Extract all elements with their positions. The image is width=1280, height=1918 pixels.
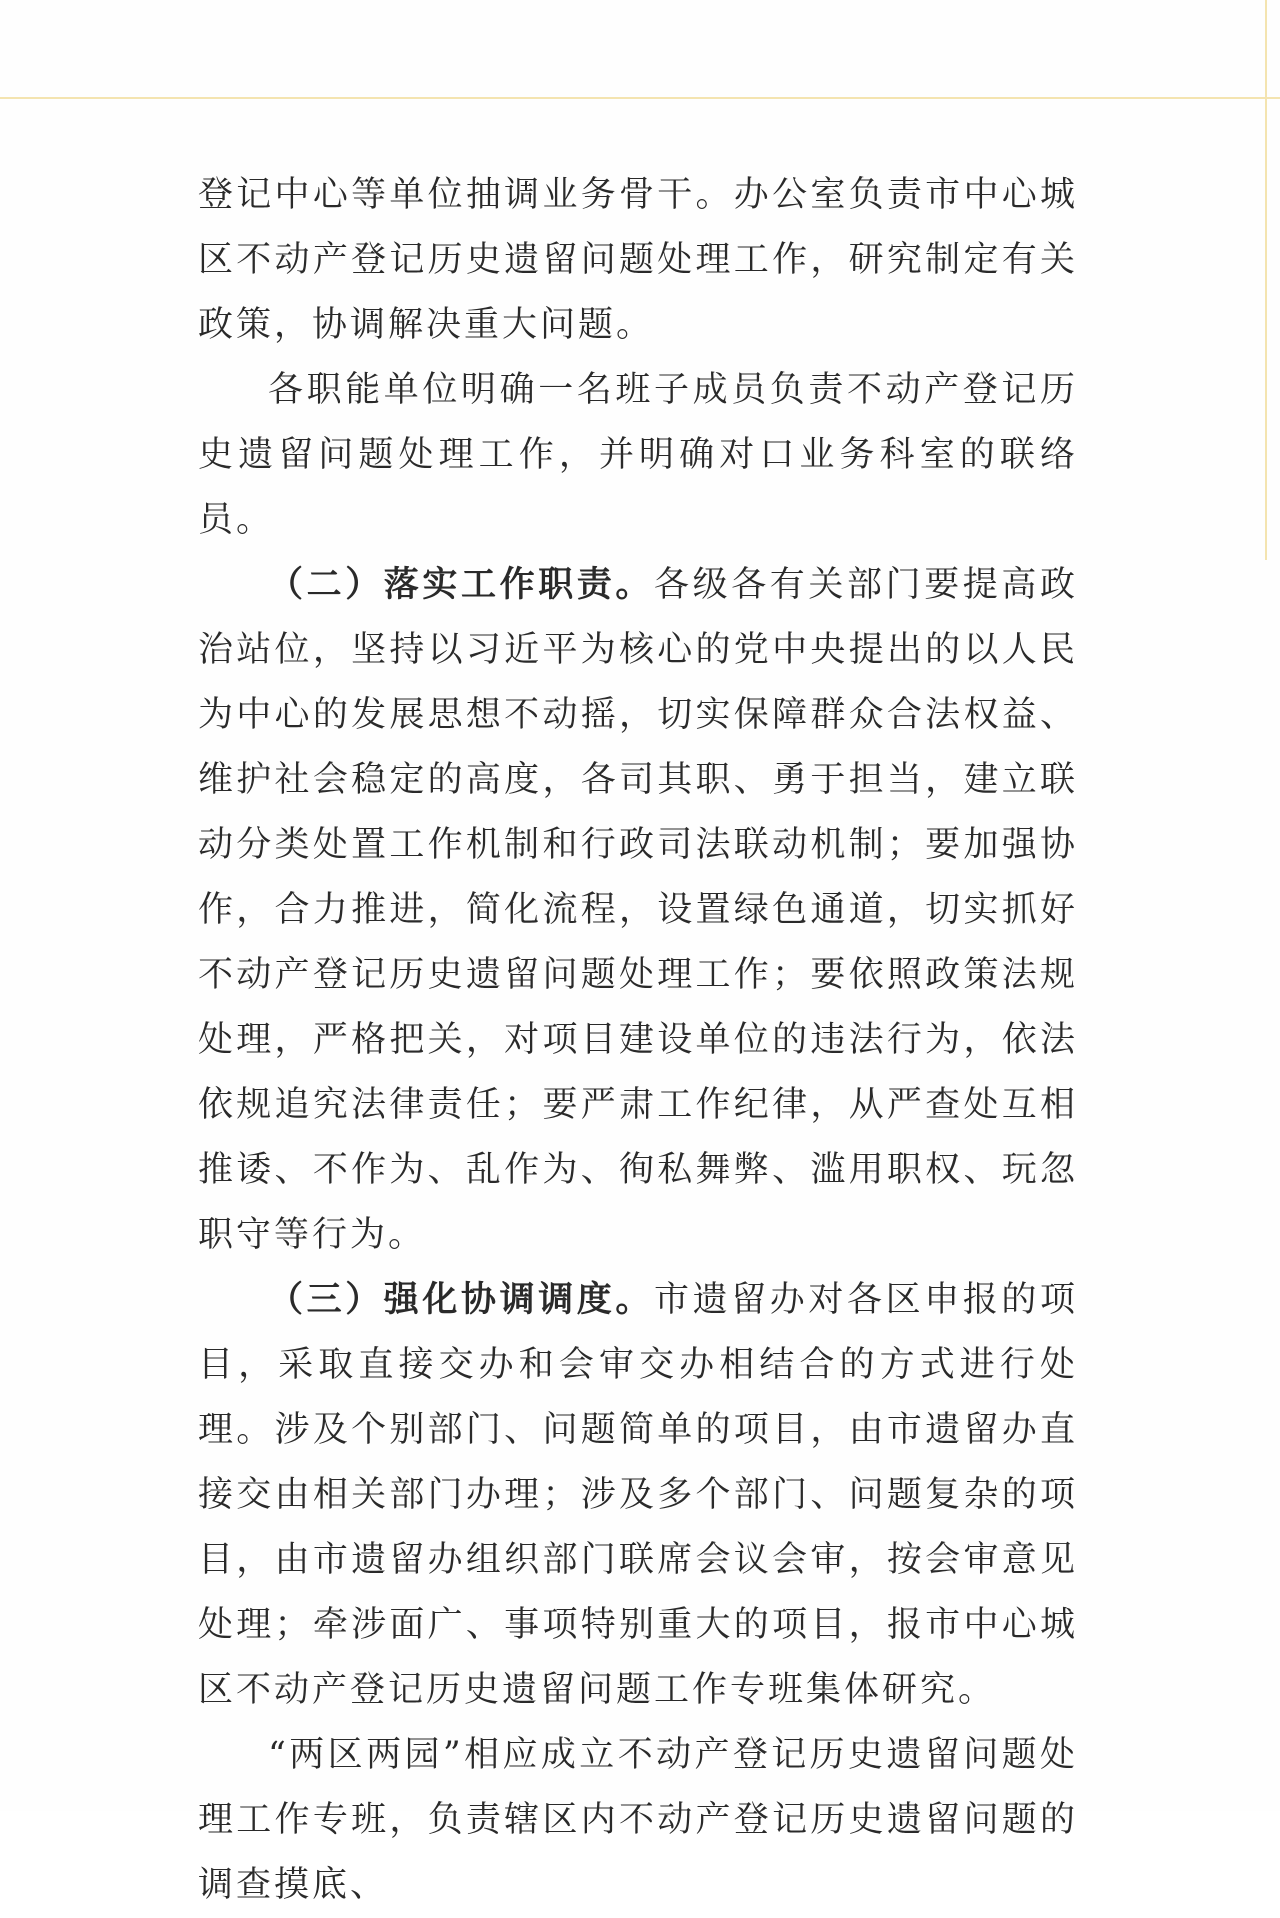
section-heading-3: （三）强化协调调度。 bbox=[268, 1280, 654, 1320]
right-margin-line bbox=[1265, 0, 1267, 560]
top-divider bbox=[0, 97, 1280, 99]
paragraph-2-text: 各职能单位明确一名班子成员负责不动产登记历史遗留问题处理工作，并明确对口业务科室的联络员。 bbox=[198, 370, 1078, 540]
paragraph-3 bbox=[198, 553, 1078, 1268]
paragraph-2 bbox=[198, 358, 1078, 553]
section-heading-2: （二）落实工作职责。 bbox=[268, 565, 654, 605]
paragraph-5-text: “两区两园”相应成立不动产登记历史遗留问题处理工作专班，负责辖区内不动产登记历史遗留问题的调查摸底、 bbox=[198, 1735, 1078, 1905]
paragraph-1-text: 登记中心等单位抽调业务骨干。办公室负责市中心城区不动产登记历史遗留问题处理工作，研究制定有关政策，协调解决重大问题。 bbox=[198, 175, 1078, 345]
paragraph-5 bbox=[198, 1723, 1078, 1918]
document-body bbox=[198, 163, 1078, 1918]
paragraph-3-text: 各级各有关部门要提高政治站位，坚持以习近平为核心的党中央提出的以人民为中心的发展思想不动摇，切实保障群众合法权益、维护社会稳定的高度，各司其职、勇于担当，建立联动分类处置工作机制和行政司法联动机制；要加强协作，合力推进，简化流程，设置绿色通道，切实抓好不动产登记历史遗留问题处理工作；要依照政策法规处理，严格把关，对项目建设单位的违法行为，依法依规追究法律责任；要严肃工作纪律，从严查处互相推诿、不作为、乱作为、徇私舞弊、滥用职权、玩忽职守等行为。 bbox=[198, 565, 1078, 1255]
paragraph-4-text: 市遗留办对各区申报的项目，采取直接交办和会审交办相结合的方式进行处理。涉及个别部门、问题简单的项目，由市遗留办直接交由相关部门办理；涉及多个部门、问题复杂的项目，由市遗留办组织部门联席会议会审，按会审意见处理；牵涉面广、事项特别重大的项目，报市中心城区不动产登记历史遗留问题工作专班集体研究。 bbox=[198, 1280, 1078, 1710]
paragraph-1 bbox=[198, 163, 1078, 358]
paragraph-4 bbox=[198, 1268, 1078, 1723]
